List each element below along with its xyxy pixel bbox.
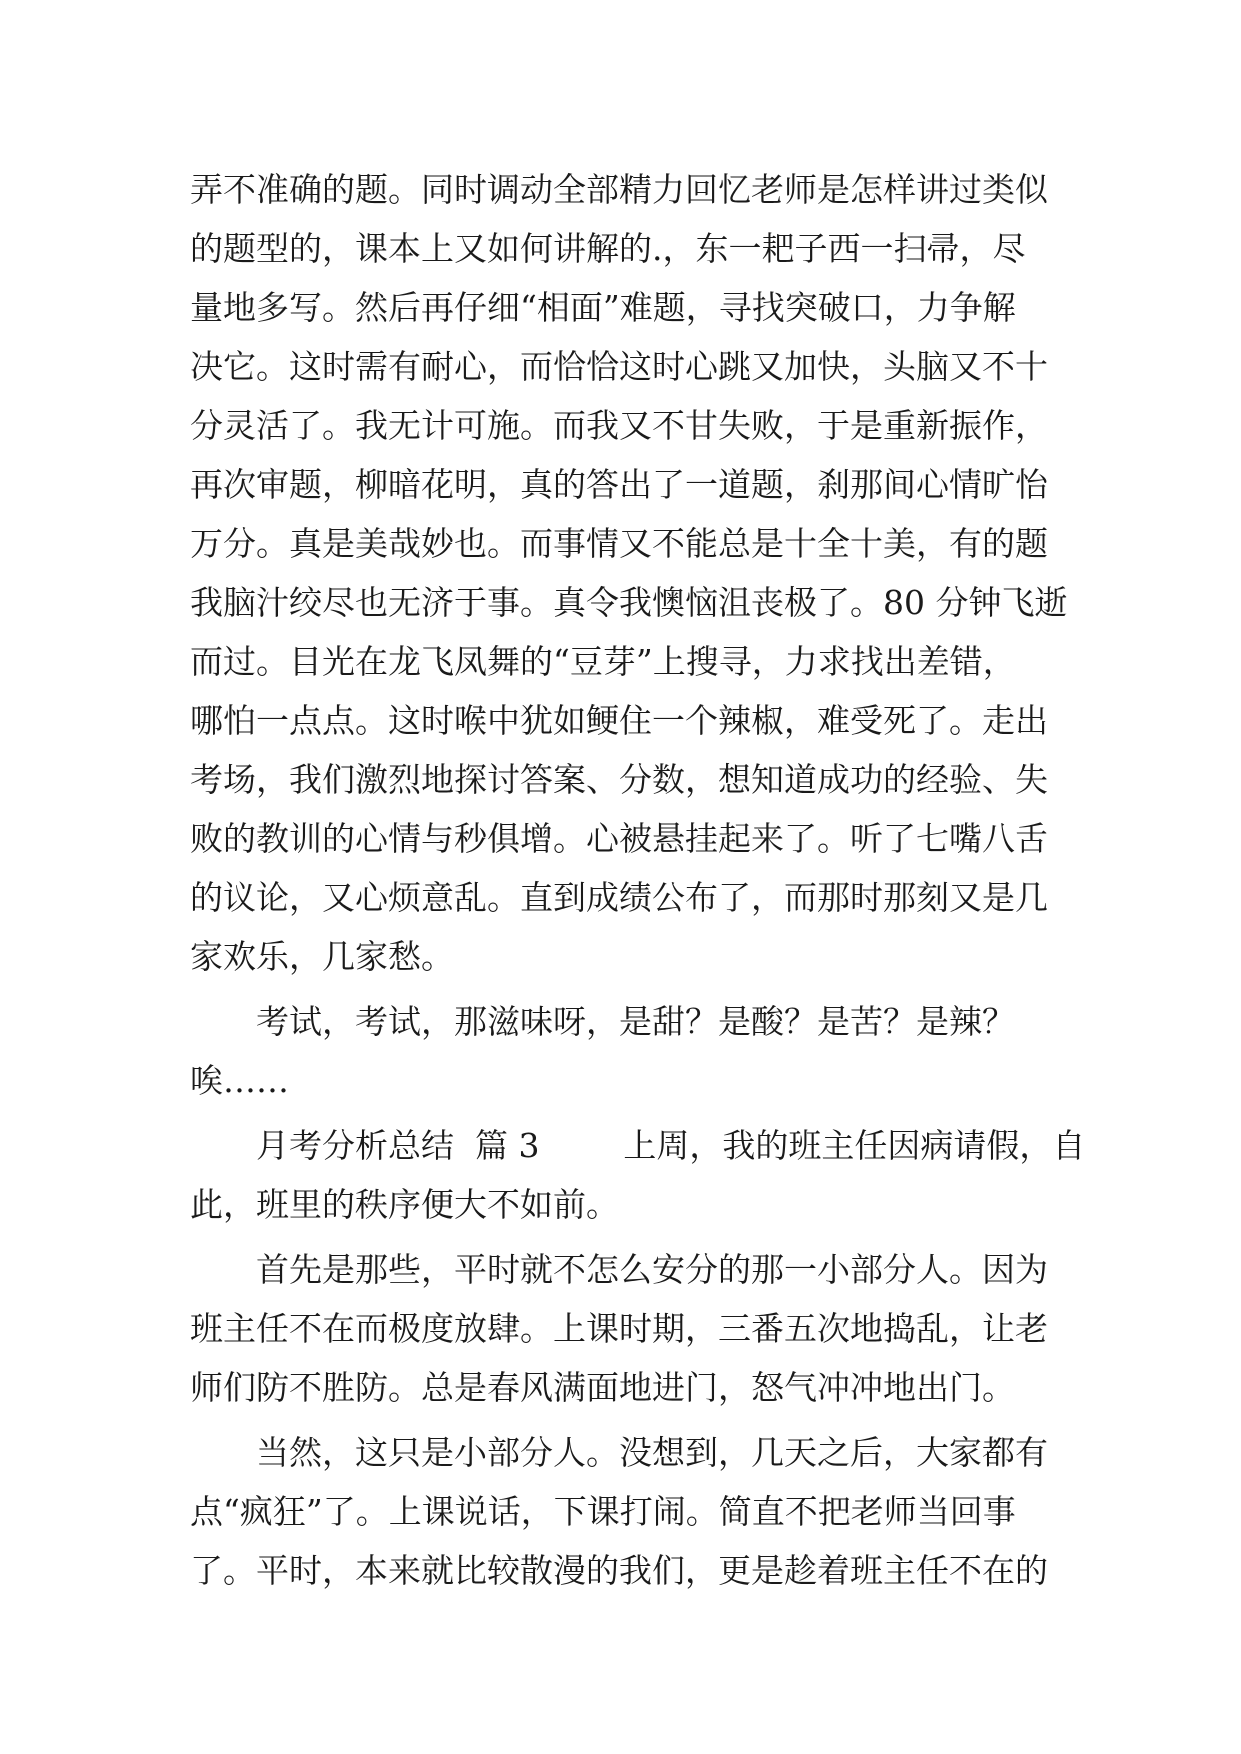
text-line: 而过。目光在龙飞凤舞的“豆芽”上搜寻，力求找出差错，: [190, 642, 1016, 681]
text-line: 班主任不在而极度放肆。上课时期，三番五次地捣乱，让老: [190, 1309, 1048, 1348]
text-line: 当然，这只是小部分人。没想到，几天之后，大家都有: [256, 1433, 1048, 1472]
paragraph-section-heading: [190, 1116, 1086, 1234]
text-line: 师们防不胜防。总是春风满面地进门，怒气冲冲地出门。: [190, 1368, 1015, 1407]
text-line: 弄不准确的题。同时调动全部精力回忆老师是怎样讲过类似: [190, 170, 1048, 209]
text-line: 点“疯狂”了。上课说话，下课打闹。简直不把老师当回事: [190, 1492, 1016, 1531]
paragraph-first-group: [190, 1240, 1050, 1417]
text-line: 唉……: [190, 1061, 289, 1100]
text-line: 量地多写。然后再仔细“相面”难题，寻找突破口，力争解: [190, 288, 1016, 327]
paragraph-exam-taste: [190, 992, 1050, 1110]
text-line: 首先是那些，平时就不怎么安分的那一小部分人。因为: [256, 1250, 1048, 1289]
text-line: 家欢乐，几家愁。: [190, 937, 454, 976]
document-body: [190, 160, 1086, 1600]
text-line: 败的教训的心情与秒俱增。心被悬挂起来了。听了七嘴八舌: [190, 819, 1048, 858]
text-line: 分灵活了。我无计可施。而我又不甘失败，于是重新振作，: [190, 406, 1048, 445]
paragraph-everyone: [190, 1423, 1050, 1600]
text-line: 考试，考试，那滋味呀，是甜？是酸？是苦？是辣？: [256, 1002, 1015, 1041]
text-line: 决它。这时需有耐心，而恰恰这时心跳又加快，头脑又不十: [190, 347, 1048, 386]
text-line: 月考分析总结 篇 3 上周，我的班主任因病请假，自: [256, 1126, 1086, 1165]
text-line: 再次审题，柳暗花明，真的答出了一道题，刹那间心情旷怡: [190, 465, 1048, 504]
text-line: 的题型的，课本上又如何讲解的.，东一耙子西一扫帚，尽: [190, 229, 1026, 268]
text-line: 考场，我们激烈地探讨答案、分数，想知道成功的经验、失: [190, 760, 1048, 799]
text-line: 了。平时，本来就比较散漫的我们，更是趁着班主任不在的: [190, 1551, 1048, 1590]
text-line: 此，班里的秩序便大不如前。: [190, 1185, 619, 1224]
text-line: 万分。真是美哉妙也。而事情又不能总是十全十美，有的题: [190, 524, 1048, 563]
text-line: 我脑汁绞尽也无济于事。真令我懊恼沮丧极了。80 分钟飞逝: [190, 583, 1068, 622]
text-line: 哪怕一点点。这时喉中犹如鲠住一个辣椒，难受死了。走出: [190, 701, 1048, 740]
paragraph-exam-experience: [190, 160, 1068, 986]
text-line: 的议论，又心烦意乱。直到成绩公布了，而那时那刻又是几: [190, 878, 1048, 917]
